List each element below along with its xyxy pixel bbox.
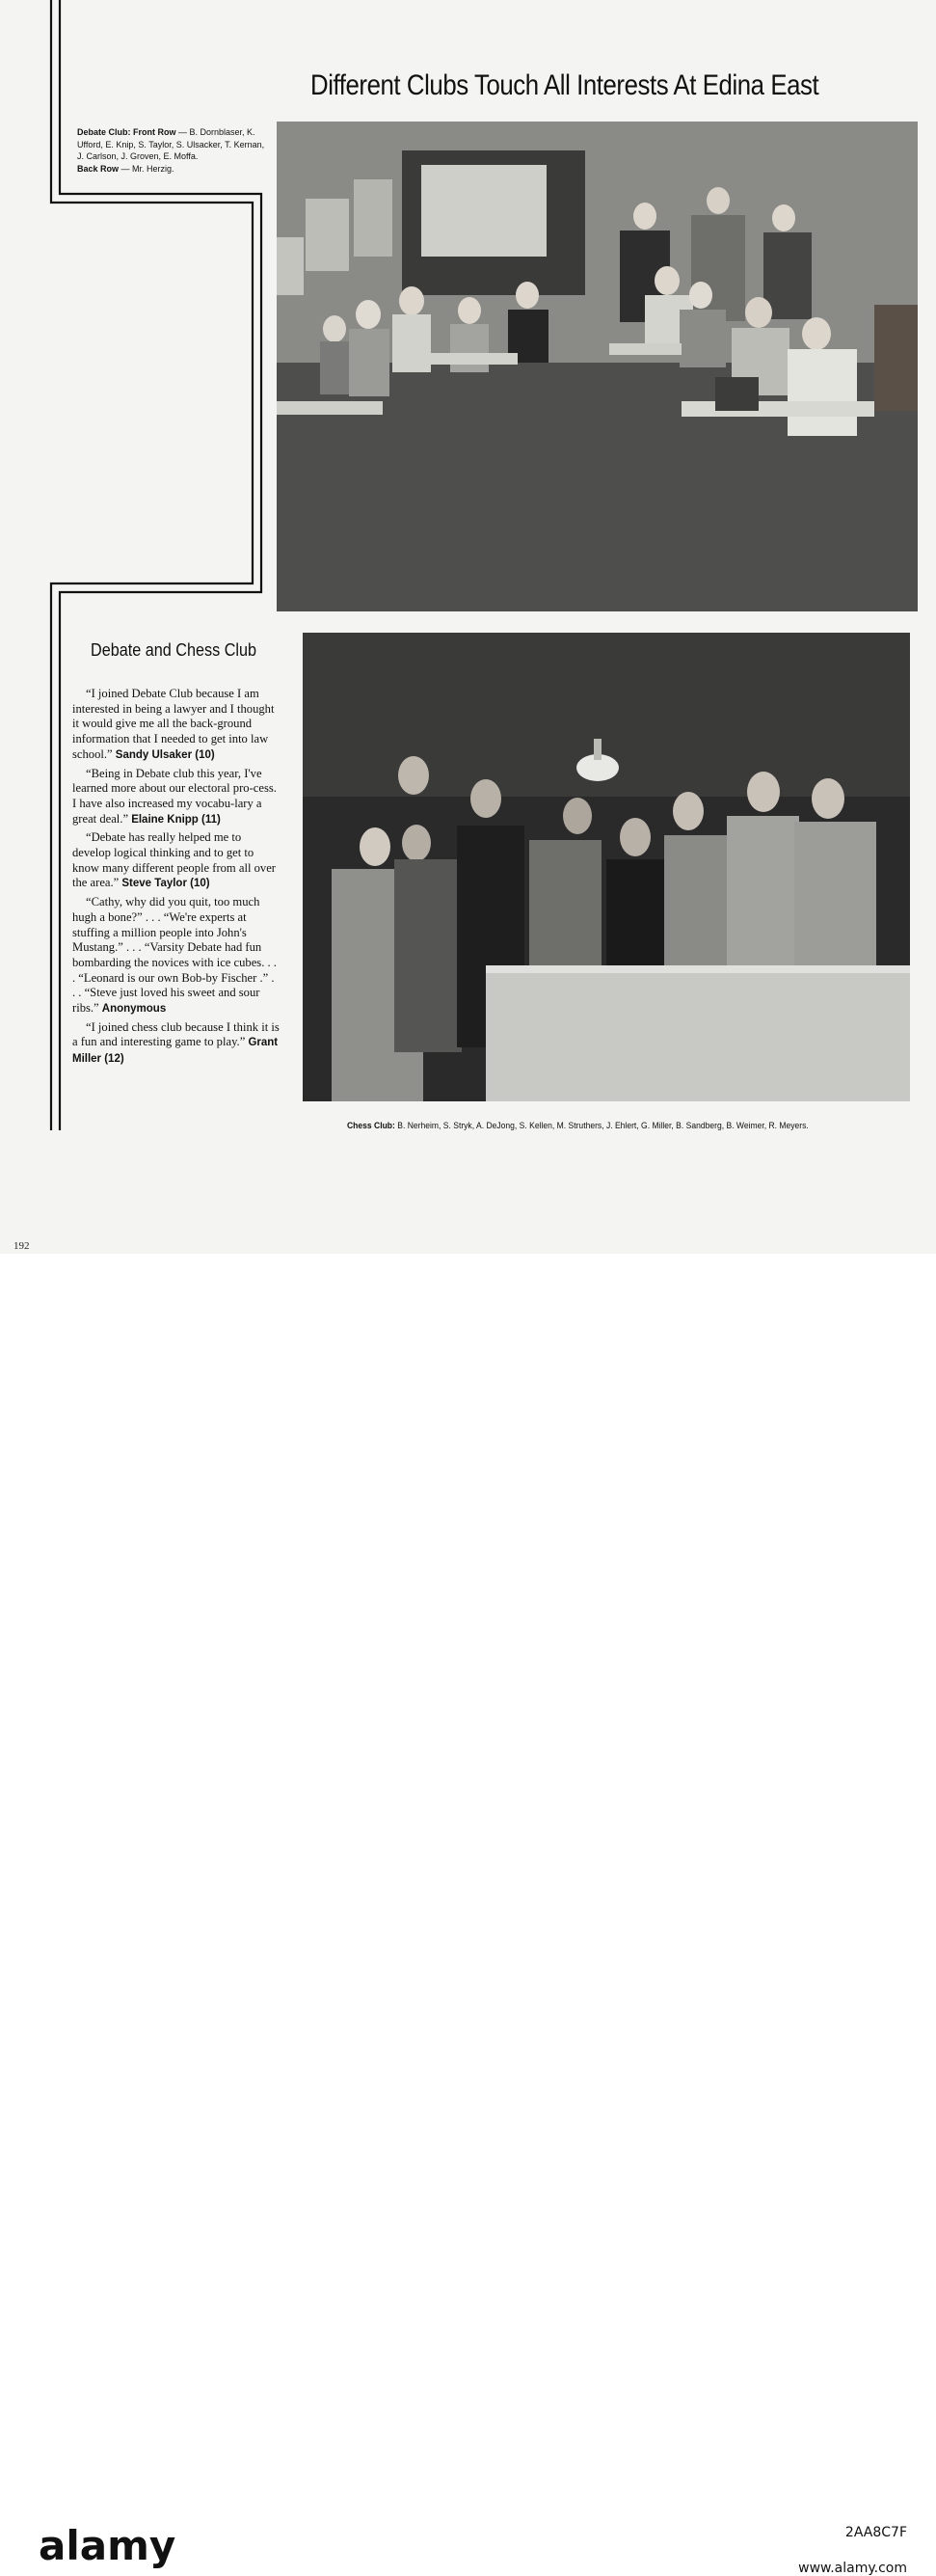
stock-footer bbox=[0, 1254, 936, 2576]
yearbook-page bbox=[0, 0, 936, 1254]
debate-front-row-names: — B. Dornblaser, K. Ufford, E. Knip, S. Taylor, S. Ulsacker, T. Kernan, J. Carlson, J. Groven, E. Moffa. bbox=[77, 127, 265, 161]
image-id-label: 2AA8C7F bbox=[844, 2525, 907, 2540]
section-body bbox=[72, 687, 280, 1071]
chess-caption-label: Chess Club: bbox=[347, 1121, 395, 1131]
site-url-label: www.alamy.com bbox=[798, 2561, 907, 2576]
quote-paragraph: “I joined chess club because I think it is a fun and interesting game to play.” Grant Miller (12) bbox=[72, 1019, 280, 1066]
debate-back-row-names: — Mr. Herzig. bbox=[119, 163, 174, 174]
debate-club-photo bbox=[277, 122, 918, 611]
chess-club-photo bbox=[303, 633, 910, 1101]
quote-paragraph: “Cathy, why did you quit, too much hugh a bone?” . . . “We're experts at stuffing a million people into John's Mustang.” . . . “Varsity Debate had fun bombarding the novices with ice cubes. . . . “Leonard is our own Bob-by Fischer .” . . . “Steve just loved his sweet and sour ribs.” Anonymous bbox=[72, 895, 277, 1016]
debate-club-caption bbox=[77, 126, 270, 175]
page-number: 192 bbox=[13, 1240, 30, 1252]
quote-paragraph: “Debate has really helped me to develop logical thinking and to get to know many different people from all over the area.” Steve Taylor (10) bbox=[72, 830, 276, 890]
chess-caption-names: B. Nerheim, S. Stryk, A. DeJong, S. Kellen, M. Struthers, J. Ehlert, G. Miller, B. Sandberg, B. Weimer, R. Meyers. bbox=[394, 1121, 809, 1131]
page-title: Different Clubs Touch All Interests At Edina East bbox=[310, 69, 819, 101]
debate-back-row-label: Back Row bbox=[77, 163, 120, 174]
alamy-logo: alamy bbox=[39, 2522, 176, 2569]
quote-paragraph: “I joined Debate Club because I am interested in being a lawyer and I thought it would give me all the back-ground information that I needed to get into law school.” Sandy Ulsaker (10) bbox=[72, 687, 275, 761]
debate-front-row-label: Debate Club: Front Row bbox=[77, 127, 176, 137]
chess-club-caption bbox=[347, 1121, 868, 1131]
section-heading: Debate and Chess Club bbox=[91, 640, 257, 660]
quote-paragraph: “Being in Debate club this year, I've learned more about our electoral pro-cess. I have also increased my vocabu-lary a great deal.” Elaine Knipp (11) bbox=[72, 766, 277, 826]
